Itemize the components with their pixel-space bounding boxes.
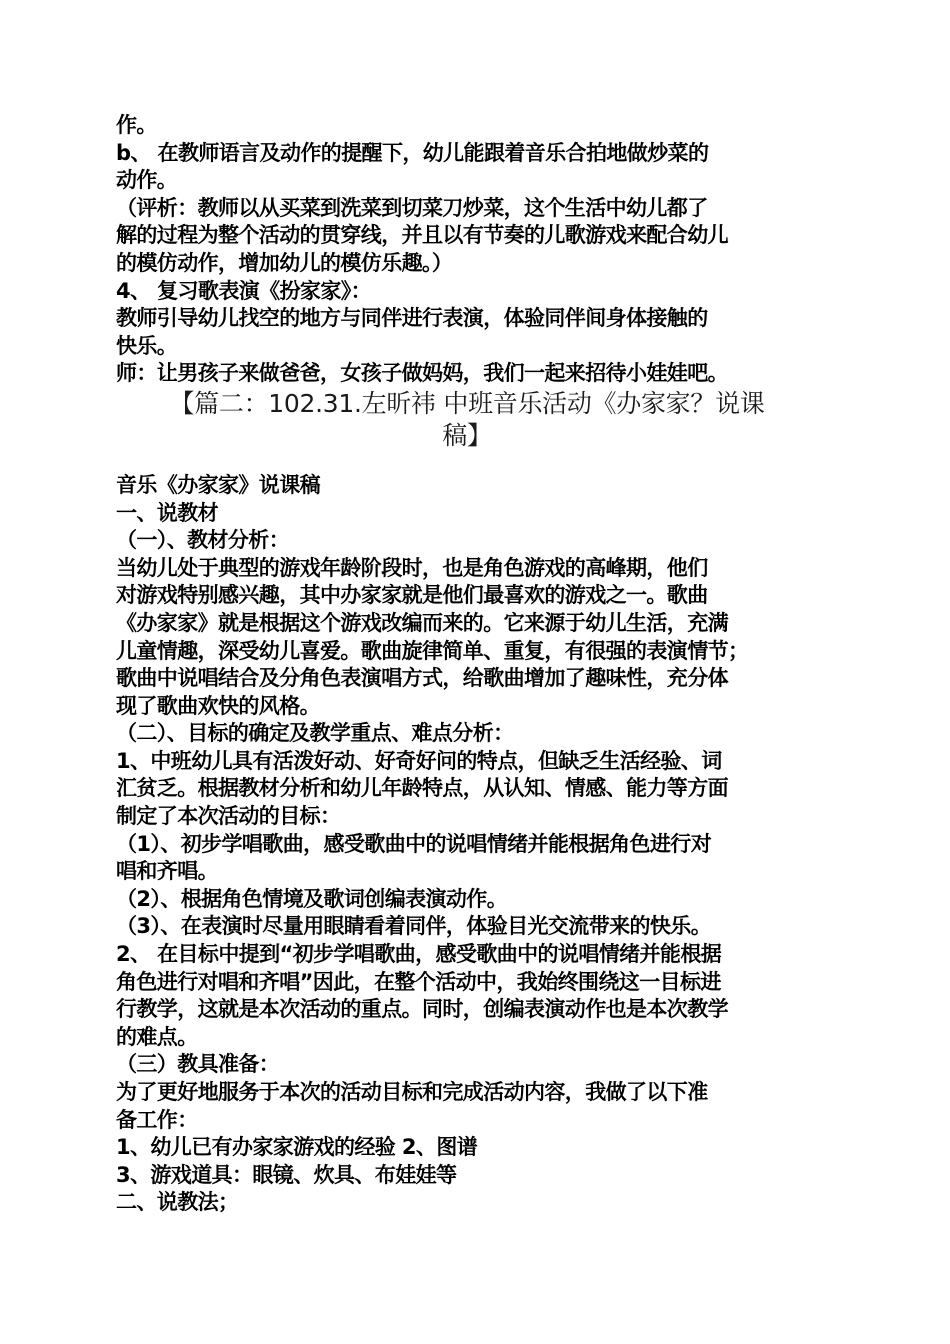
document-page xyxy=(116,112,838,1217)
text-line: （1）、初步学唱歌曲，感受歌曲中的说唱情绪并能根据角色进行对 xyxy=(116,831,712,856)
text-line: 制定了本次活动的目标： xyxy=(116,804,341,829)
text-line: 行教学，这就是本次活动的重点。同时，创编表演动作也是本次教学 xyxy=(116,997,728,1022)
text-line: 师：让男孩子来做爸爸，女孩子做妈妈，我们一起来招待小娃娃吧。 xyxy=(116,361,728,386)
text-line: 教师引导幼儿找空的地方与同伴进行表演，体验同伴间身体接触的 xyxy=(116,306,708,331)
text-line: 快乐。 xyxy=(116,333,178,358)
text-line: 1、幼儿已有办家家游戏的经验 2、图谱 xyxy=(116,1135,478,1160)
text-line: （2）、根据角色情境及歌词创编表演动作。 xyxy=(116,886,508,911)
text-line: 1、中班幼儿具有活泼好动、好奇好问的特点，但缺乏生活经验、词 xyxy=(116,748,722,773)
text-line: 对游戏特别感兴趣，其中办家家就是他们最喜欢的游戏之一。歌曲 xyxy=(116,583,708,608)
text-line: b、 在教师语言及动作的提醒下，幼儿能跟着音乐合拍地做炒菜的 xyxy=(116,140,709,165)
text-line: 儿童情趣，深受幼儿喜爱。歌曲旋律简单、重复，有很强的表演情节； xyxy=(116,638,749,663)
text-line: 唱和齐唱。 xyxy=(116,859,218,884)
text-line: （三）教具准备： xyxy=(116,1052,280,1077)
section-lesson-continuation xyxy=(116,112,838,388)
text-line: 《办家家》就是根据这个游戏改编而来的。它来源于幼儿生活，充满 xyxy=(116,610,728,635)
text-line: （二）、目标的确定及教学重点、难点分析： xyxy=(116,721,514,746)
text-line: 2、 在目标中提到“初步学唱歌曲，感受歌曲中的说唱情绪并能根据 xyxy=(116,942,722,967)
text-line: 的难点。 xyxy=(116,1024,198,1049)
text-line: 音乐《办家家》说课稿 xyxy=(116,472,320,497)
text-line: 角色进行对唱和齐唱”因此，在整个活动中，我始终围绕这一目标进 xyxy=(116,969,721,994)
text-line: 现了歌曲欢快的风格。 xyxy=(116,693,320,718)
text-line: 的模仿动作，增加幼儿的模仿乐趣。） xyxy=(116,250,453,275)
text-line: 一、说教材 xyxy=(116,500,218,525)
text-line: （3）、在表演时尽量用眼睛看着同伴，体验目光交流带来的快乐。 xyxy=(116,914,712,939)
text-line: 为了更好地服务于本次的活动目标和完成活动内容，我做了以下准 xyxy=(116,1080,708,1104)
text-line: 歌曲中说唱结合及分角色表演唱方式，给歌曲增加了趣味性，充分体 xyxy=(116,666,728,691)
section-lesson-plan xyxy=(116,472,838,1217)
heading-line: 稿】 xyxy=(442,420,492,450)
text-line: 动作。 xyxy=(116,168,178,193)
text-line: 3、游戏道具：眼镜、炊具、布娃娃等 xyxy=(116,1162,457,1187)
text-line: 汇贫乏。根据教材分析和幼儿年龄特点，从认知、情感、能力等方面 xyxy=(116,776,728,801)
heading-line: 【篇二：102.31.左昕祎 中班音乐活动《办家家？说课 xyxy=(169,388,765,418)
text-line: 二、说教法； xyxy=(116,1190,239,1215)
text-line: 4、 复习歌表演《扮家家》： xyxy=(116,278,372,303)
text-line: 当幼儿处于典型的游戏年龄阶段时，也是角色游戏的高峰期，他们 xyxy=(116,555,708,580)
section-heading xyxy=(116,388,838,452)
text-line: 解的过程为整个活动的贯穿线，并且以有节奏的儿歌游戏来配合幼儿 xyxy=(116,223,728,248)
text-line: （评析：教师以从买菜到洗菜到切菜刀炒菜，这个生活中幼儿都了 xyxy=(116,195,708,220)
text-line: （一）、教材分析： xyxy=(116,528,290,553)
text-line: 备工作： xyxy=(116,1107,198,1132)
spacer xyxy=(116,452,838,472)
text-line: 作。 xyxy=(116,113,157,137)
